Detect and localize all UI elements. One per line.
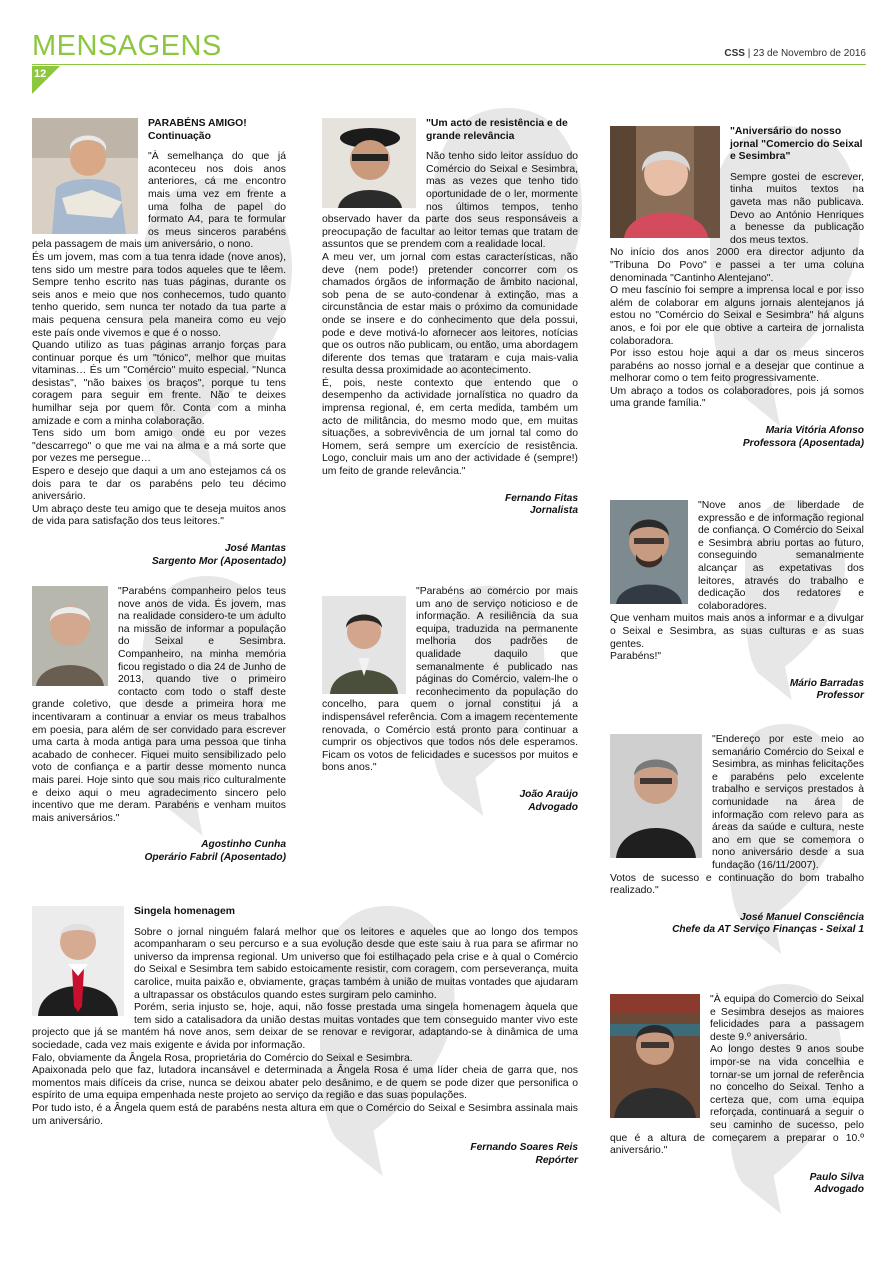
paragraph: No início dos anos 2000 era director adjunto da "Tribuna Do Povo" e passei a ter uma coluna denominada "Cantinho Alentejano".	[610, 247, 864, 284]
paragraph: Espero e desejo que daqui a um ano estejamos cá os dois para te dar os parabéns pelo teu décimo aniversário.	[32, 466, 286, 503]
signature: Mário Barradas Professor	[789, 677, 864, 702]
photo-jose-mantas	[32, 118, 138, 234]
article-title: Singela homenagem	[134, 906, 236, 917]
paragraph: Um abraço deste teu amigo que te deseja muitos anos de vida para satisfação dos teus leitores."	[32, 503, 286, 528]
signature: João Araújo Advogado	[519, 788, 578, 813]
signature: Agostinho Cunha Operário Fabril (Aposentado)	[144, 839, 286, 863]
paragraph: É, pois, neste contexto que entendo que o desempenho da actividade jornalística no quadro da imprensa regional, é, em certa medida, também um acto de militância, do mesmo modo que, em muitas situações, a sobrevivência de um jornal tal como do Homem, será sempre um exercício de resistência. Logo, concluir mais um ano der actividade é (sempre!) um feito de grande relevância."	[322, 377, 578, 478]
paragraph: "À equipa do Comercio do Seixal e Sesimbra desejos as maiores felicidades para a passagem deste 9.º aniversário.	[710, 994, 864, 1043]
section-title: MENSAGENS	[32, 30, 222, 62]
paragraph: O meu fascínio foi sempre a imprensa local e por isso além de colaborar em alguns jornais alentejanos já estou no "Comércio do Seixal e Sesimbra" há alguns anos, e foi por ele que obtive a carteira de jornalista colaboradora.	[610, 285, 864, 347]
photo-joao-araujo	[322, 596, 406, 694]
paragraph: Sobre o jornal ninguém falará melhor que os leitores e aqueles que ao longo dos tempos acompanharam o seu percurso e a sua evolução desde que este saiu à rua para se afirmar no universo da imprensa regional. Um universo que foi estilhaçado pela crise e à qual o Comércio do Seixal e Sesimbra tem sabido estoicamente resistir, com coragem, com perseverança, muita carolice, muita paixão e, obviamente, graças também à união de muitas vontades que ajudaram a ultrapassar os obstáculos quando estes surgiram pelo caminho.	[134, 926, 578, 1001]
paragraph: Um abraço a todos os colaboradores, pois já somos uma grande família."	[610, 385, 864, 410]
photo-jose-manuel-consciencia	[610, 734, 702, 858]
page-number: 12	[34, 68, 47, 80]
article-consciencia	[610, 734, 864, 937]
signature: Paulo Silva Advogado	[809, 1171, 864, 1196]
paragraph: "Endereço por este meio ao semanário Comércio do Seixal e Sesimbra, as minhas felicitações e parabéns pelo excelente trabalho e serviços prestados à comunidade na área de informação com relevo para as áreas da saúde e cultura, neste ano em que se comemora o nono aniversário desde a sua fundação (16/11/2007).	[712, 734, 864, 871]
paragraph: Não tenho sido leitor assíduo do Comércio do Seixal e Sesimbra, mas as vezes que tenho tido oportunidade de o ler, mormente nos últimos tempos, tenho observado haver da parte dos seus responsáveis a preocupação de facultar ao leitor temas que tratam de assuntos que se prendem com a realidade local.	[322, 151, 578, 251]
paragraph: Quando utilizo as tuas páginas arranjo forças para continuar porque és um "tónico", melhor que muitas vitaminas… És um "Comércio" muito especial. "Nunca desistas", "não baixes os braços", porque tu tens coragem para seguir em frente. Não te deixes humilhar seja por quem fôr. Conta com a minha amizade e com a minha colaboração.	[32, 340, 286, 427]
signature: José Manuel Consciência Chefe da AT Serviço Finanças - Seixal 1	[672, 911, 864, 936]
masthead-info	[724, 48, 866, 59]
paragraph: Que venham muitos mais anos a informar e a divulgar o Seixal e Sesimbra, as suas culturas e as suas gentes.	[610, 613, 864, 650]
photo-fernando-fitas	[322, 118, 416, 208]
photo-fernando-soares-reis	[32, 906, 124, 1016]
brand: CSS	[724, 48, 745, 59]
article-title: PARABÉNS AMIGO! Continuação	[148, 118, 247, 142]
issue-date: 23 de Novembro de 2016	[753, 48, 866, 59]
photo-agostinho-cunha	[32, 586, 108, 686]
header-rule	[32, 64, 866, 65]
article-fitas	[322, 118, 578, 518]
paragraph: Por isso estou hoje aqui a dar os meus sinceros parabéns ao nosso jornal e a desejar que continue a melhorar como o tem feito progressivamente.	[610, 348, 864, 385]
paragraph: "Parabéns ao comércio por mais um ano de serviço noticioso e de informação. A resiliência da sua equipa, traduzida na permanente melhoria dos padrões de qualidade daquilo que semanalmente é publicado nas páginas do Comércio, valem-lhe o reconhecimento da população do concelho, para quem o jornal constitui já a indispensável referência. Com a imagem recentemente renovada, o Comércio está pronto para continuar a cumprir os objectivos que todos nós dele esperamos. Ficam os votos de felicidades e sucessos por muitos e bons anos."	[322, 586, 578, 774]
signature: Fernando Soares Reis Repórter	[470, 1142, 578, 1166]
paragraph: Votos de sucesso e continuação do bom trabalho realizado."	[610, 872, 864, 897]
paragraph: "Parabéns companheiro pelos teus nove anos de vida. És jovem, mas na realidade considero-te um adulto na missão de informar a população do Seixal e Sesimbra. Companheiro, na minha memória ficou registado o dia 24 de Junho de 2013, quando tive o primeiro contacto com todo o staff deste grande coletivo, que desde a primeira hora me incentivaram a continuar a enviar os meus trabalhos em poesia, para além de ser convidado para escrever uma carta à moda antiga para uma pessoa que tinha acabado de conhecer. Fiquei muito sensibilizado pelo voto de confiança e a partir desse momento nunca mais parei. Hoje sinto que sou mais rico culturalmente e deixo aqui o meu agradecimento sincero pelo incentivo que me deram. Parabéns e venham muitos mais aniversários."	[32, 586, 286, 824]
paragraph: Falo, obviamente da Ângela Rosa, proprietária do Comércio do Seixal e Sesimbra.	[32, 1052, 413, 1064]
article-araujo	[322, 586, 578, 814]
paragraph: Sempre gostei de escrever, tinha muitos textos na gaveta mas não publicava. Devo ao António Henriques a benesse da publicação dos meus textos.	[730, 171, 864, 246]
paragraph: És um jovem, mas com a tua tenra idade (nove anos), tens sido um mestre para todos aqueles que te lêem. Sempre tenho escrito nas tuas páginas, durante os seis anos e meio que nos conhecemos, tudo quanto tenho querido, sem nunca ter notado da tua parte a mais pequena censura pela maneira como eu vejo este país onde vivemos e que é o nosso.	[32, 251, 286, 339]
signature: Fernando Fitas Jornalista	[504, 492, 578, 517]
article-title: "Um acto de resistência e de grande relevância	[426, 118, 568, 142]
article-mantas	[32, 118, 286, 568]
photo-paulo-silva	[610, 994, 700, 1118]
paragraph: "Nove anos de liberdade de expressão e de informação regional de confiança. O Comércio do Seixal e Sesimbra abriu portas ao futuro, conseguindo semanalmente alcançar as expetativas dos leitores, através do trabalho e dedicação dos redatores e colaboradores.	[698, 500, 864, 612]
article-afonso	[610, 126, 864, 450]
paragraph: Parabéns!"	[610, 651, 662, 663]
photo-mario-barradas	[610, 500, 688, 604]
article-silva	[610, 994, 864, 1197]
signature: José Mantas Sargento Mor (Aposentado)	[151, 543, 286, 567]
signature: Maria Vitória Afonso Professora (Aposentada)	[742, 425, 864, 449]
paragraph: "À semelhança do que já aconteceu nos dois anos anteriores, cá me encontro mais uma vez em frente a uma folha de papel do formato A4, para te formular os meus sinceros parabéns pela passagem de mais um aniversário, o nono.	[32, 151, 286, 251]
paragraph: Apaixonada pelo que faz, lutadora incansável e determinada a Ângela Rosa é uma líder cheia de garra que, nos momentos mais difíceis da crise, nunca se deixou abater pelo desânimo, e de quem se pode dizer que personifica o espírito de uma equipa empenhada neste projeto ao serviço da região e das suas populações.	[32, 1065, 578, 1102]
paragraph: Tens sido um bom amigo onde eu por vezes "descarrego" o que me vai na alma e a má sorte que por vezes me persegue…	[32, 428, 286, 465]
article-title: "Aniversário do nosso jornal "Comercio do Seixal e Sesimbra"	[730, 126, 863, 163]
paragraph: A meu ver, um jornal com estas características, não deve (nem pode!) pretender concorrer com os chamados órgãos de informação de âmbito nacional, sob pena de se auto-condenar à extinção, mas a circunstância de estar mais o próximo da comunidade onde se insere e do conhecimento que dela possui, pode e deve motivá-lo afornecer aos leitores, notícias que os outros não publicam, ou então, uma abordagem diferente dos temas que trataram e cuja mais-valia resulta dessa proximidade ao acontecimento.	[322, 251, 578, 377]
article-reis	[32, 906, 578, 1167]
paragraph: Ao longo destes 9 anos soube impor-se na vida concelhia e tornar-se um jornal de referência no concelho do Seixal. Tenho a certeza que, com uma equipa reforçada, continuará a seguir o seu caminho de sucesso, pelo que é a altura de começarem a preparar o 10.º aniversário."	[610, 1044, 864, 1157]
paragraph: Porém, seria injusto se, hoje, aqui, não fosse prestada uma singela homenagem àquela que tem sido a catalisadora da união destas muitas vontades que tem conseguido manter vivo este projecto que já se mantém há nove anos, sem deixar de se renovar e revigorar, adaptando-se à dinâmica de uma sociedade, cada vez mais exigente e ávida por informação.	[32, 1002, 578, 1051]
article-cunha	[32, 586, 286, 864]
photo-maria-vitoria-afonso	[610, 126, 720, 238]
paragraph: Por tudo isto, é a Ângela quem está de parabéns nesta altura em que o Comércio do Seixal e Sesimbra assinala mais um aniversário.	[32, 1102, 578, 1127]
separator: |	[747, 48, 751, 59]
article-barradas	[610, 500, 864, 703]
